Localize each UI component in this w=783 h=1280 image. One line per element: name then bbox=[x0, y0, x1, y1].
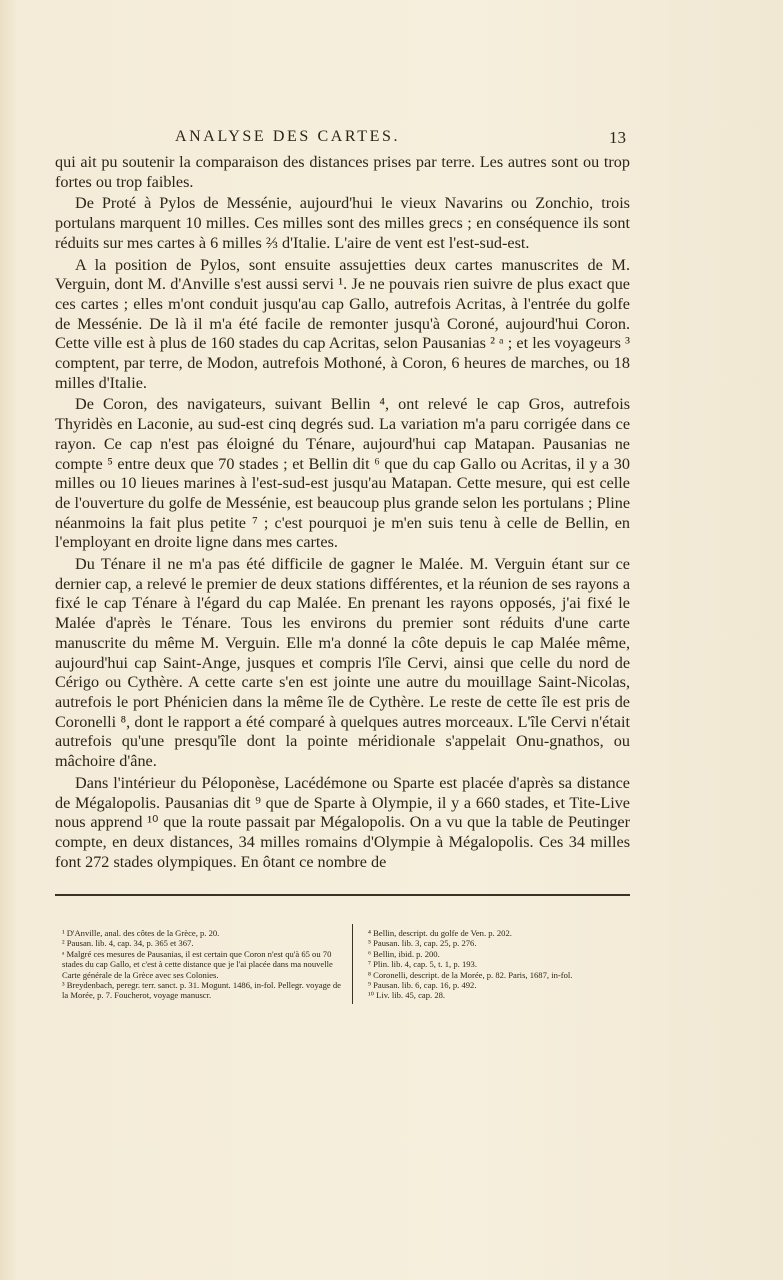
footnotes-left-column bbox=[62, 928, 348, 1001]
paragraph: De Coron, des navigateurs, suivant Bellin ⁴, ont relevé le cap Gros, autrefois Thyridès en Laconie, au sud-est cinq degrés sud. La variation m'a paru corrigée dans ce rayon. Ce cap n'est pas éloigné du Ténare, aujourd'hui cap Matapan. Pausanias ne compte ⁵ entre deux que 70 stades ; et Bellin dit ⁶ que du cap Gallo ou Acritas, il y a 30 milles ou 10 lieues marines à l'est-sud-est jusqu'au Matapan. Cette mesure, qui est celle de l'ouverture du golfe de Messénie, est beaucoup plus grande selon les portulans ; Pline néanmoins la fait plus petite ⁷ ; c'est pourquoi je m'en suis tenu à celle de Bellin, en l'employant en droite ligne dans mes cartes. bbox=[55, 395, 630, 552]
paragraph: Du Ténare il ne m'a pas été difficile de gagner le Malée. M. Verguin étant sur ce dernier cap, a relevé le premier de deux stations différentes, et la réunion de ses rayons a fixé le cap Ténare à l'égard du cap Malée. En prenant les rayons opposés, j'ai fixé le Malée d'après le Ténare. Tous les environs du premier sont réduits d'une carte manuscrite du même M. Verguin. Elle m'a donné la côte depuis le cap Malée même, aujourd'hui cap Saint-Ange, jusques et compris l'île Cervi, ainsi que celle du nord de Cérigo ou Cythère. A cette carte s'en est jointe une autre du mouillage Saint-Nicolas, autrefois le port Phénicien dans la même île de Cythère. Le reste de cette île est pris de Coronelli ⁸, dont le rapport a été comparé à quelques autres morceaux. L'île Cervi n'était autrefois qu'une presqu'île dont la pointe méridionale s'appelait Onu-gnathos, ou mâchoire d'âne. bbox=[55, 555, 630, 771]
footnote-column-divider bbox=[352, 924, 353, 1004]
running-title: ANALYSE DES CARTES. bbox=[175, 128, 401, 145]
footnote: ᵃ Malgré ces mesures de Pausanias, il est certain que Coron n'est qu'à 65 ou 70 stades du cap Gallo, et c'est à cette distance que je l'ai placée dans ma nouvelle Carte générale de la Grèce avec ses Colonies. bbox=[62, 948, 333, 980]
paragraph: qui ait pu soutenir la comparaison des distances prises par terre. Les autres sont ou trop fortes ou trop faibles. bbox=[55, 153, 630, 191]
footnote: ⁴ Bellin, descript. du golfe de Ven. p. 202. bbox=[368, 928, 512, 938]
paragraph: A la position de Pylos, sont ensuite assujetties deux cartes manuscrites de M. Verguin, dont M. d'Anville s'est aussi servi ¹. Je ne pouvais rien suivre de plus exact que ces cartes ; elles m'ont conduit jusqu'au cap Gallo, autrefois Acritas, à l'entrée du golfe de Messénie. De là il m'a été facile de remonter jusqu'à Coroné, aujourd'hui Coron. Cette ville est à plus de 160 stades du cap Acritas, selon Pausanias ² ᵃ ; et les voyageurs ³ comptent, par terre, de Modon, autrefois Mothoné, à Coron, 6 heures de marches, ou 18 milles d'Italie. bbox=[55, 255, 630, 392]
footnote: ⁵ Pausan. lib. 3, cap. 25, p. 276. bbox=[368, 938, 477, 949]
footnote: ¹⁰ Liv. lib. 45, cap. 28. bbox=[368, 990, 446, 1001]
footnote: ⁸ Coronelli, descript. de la Morée, p. 82. Paris, 1687, in-fol. bbox=[368, 969, 573, 980]
footnote: ⁶ Bellin, ibid. p. 200. bbox=[368, 948, 440, 959]
page-header bbox=[55, 128, 630, 152]
footnote: ³ Breydenbach, peregr. terr. sanct. p. 31. Mogunt. 1486, in-fol. Pellegr. voyage de la Morée, p. 7. Foucherot, voyage manuscr. bbox=[62, 980, 341, 1001]
footnotes-right-column bbox=[368, 928, 628, 1001]
paragraph: Dans l'intérieur du Péloponèse, Lacédémone ou Sparte est placée d'après sa distance de Mégalopolis. Pausanias dit ⁹ que de Sparte à Olympie, il y a 660 stades, et Tite-Live nous apprend ¹⁰ que la route passait par Mégalopolis. On a vu que la table de Peutinger compte, en deux distances, 34 milles romains d'Olympie à Mégalopolis. Ces 34 milles font 272 stades olympiques. En ôtant ce nombre de bbox=[55, 773, 630, 871]
footnote: ² Pausan. lib. 4, cap. 34, p. 365 et 367. bbox=[62, 938, 194, 949]
paragraph: De Proté à Pylos de Messénie, aujourd'hui le vieux Navarins ou Zonchio, trois portulans marquent 10 milles. Ces milles sont des milles grecs ; en conséquence ils sont réduits sur mes cartes à 6 milles ⅔ d'Italie. L'aire de vent est l'est-sud-est. bbox=[55, 194, 630, 252]
footnote: ⁹ Pausan. lib. 6, cap. 16, p. 492. bbox=[368, 980, 477, 991]
footnote: ⁷ Plin. lib. 4, cap. 5, t. 1, p. 193. bbox=[368, 959, 477, 970]
footnote: ¹ D'Anville, anal. des côtes de la Grèce, p. 20. bbox=[62, 928, 220, 938]
body-text bbox=[55, 153, 630, 872]
page-number: 13 bbox=[609, 128, 626, 147]
footnote-rule bbox=[55, 894, 630, 896]
